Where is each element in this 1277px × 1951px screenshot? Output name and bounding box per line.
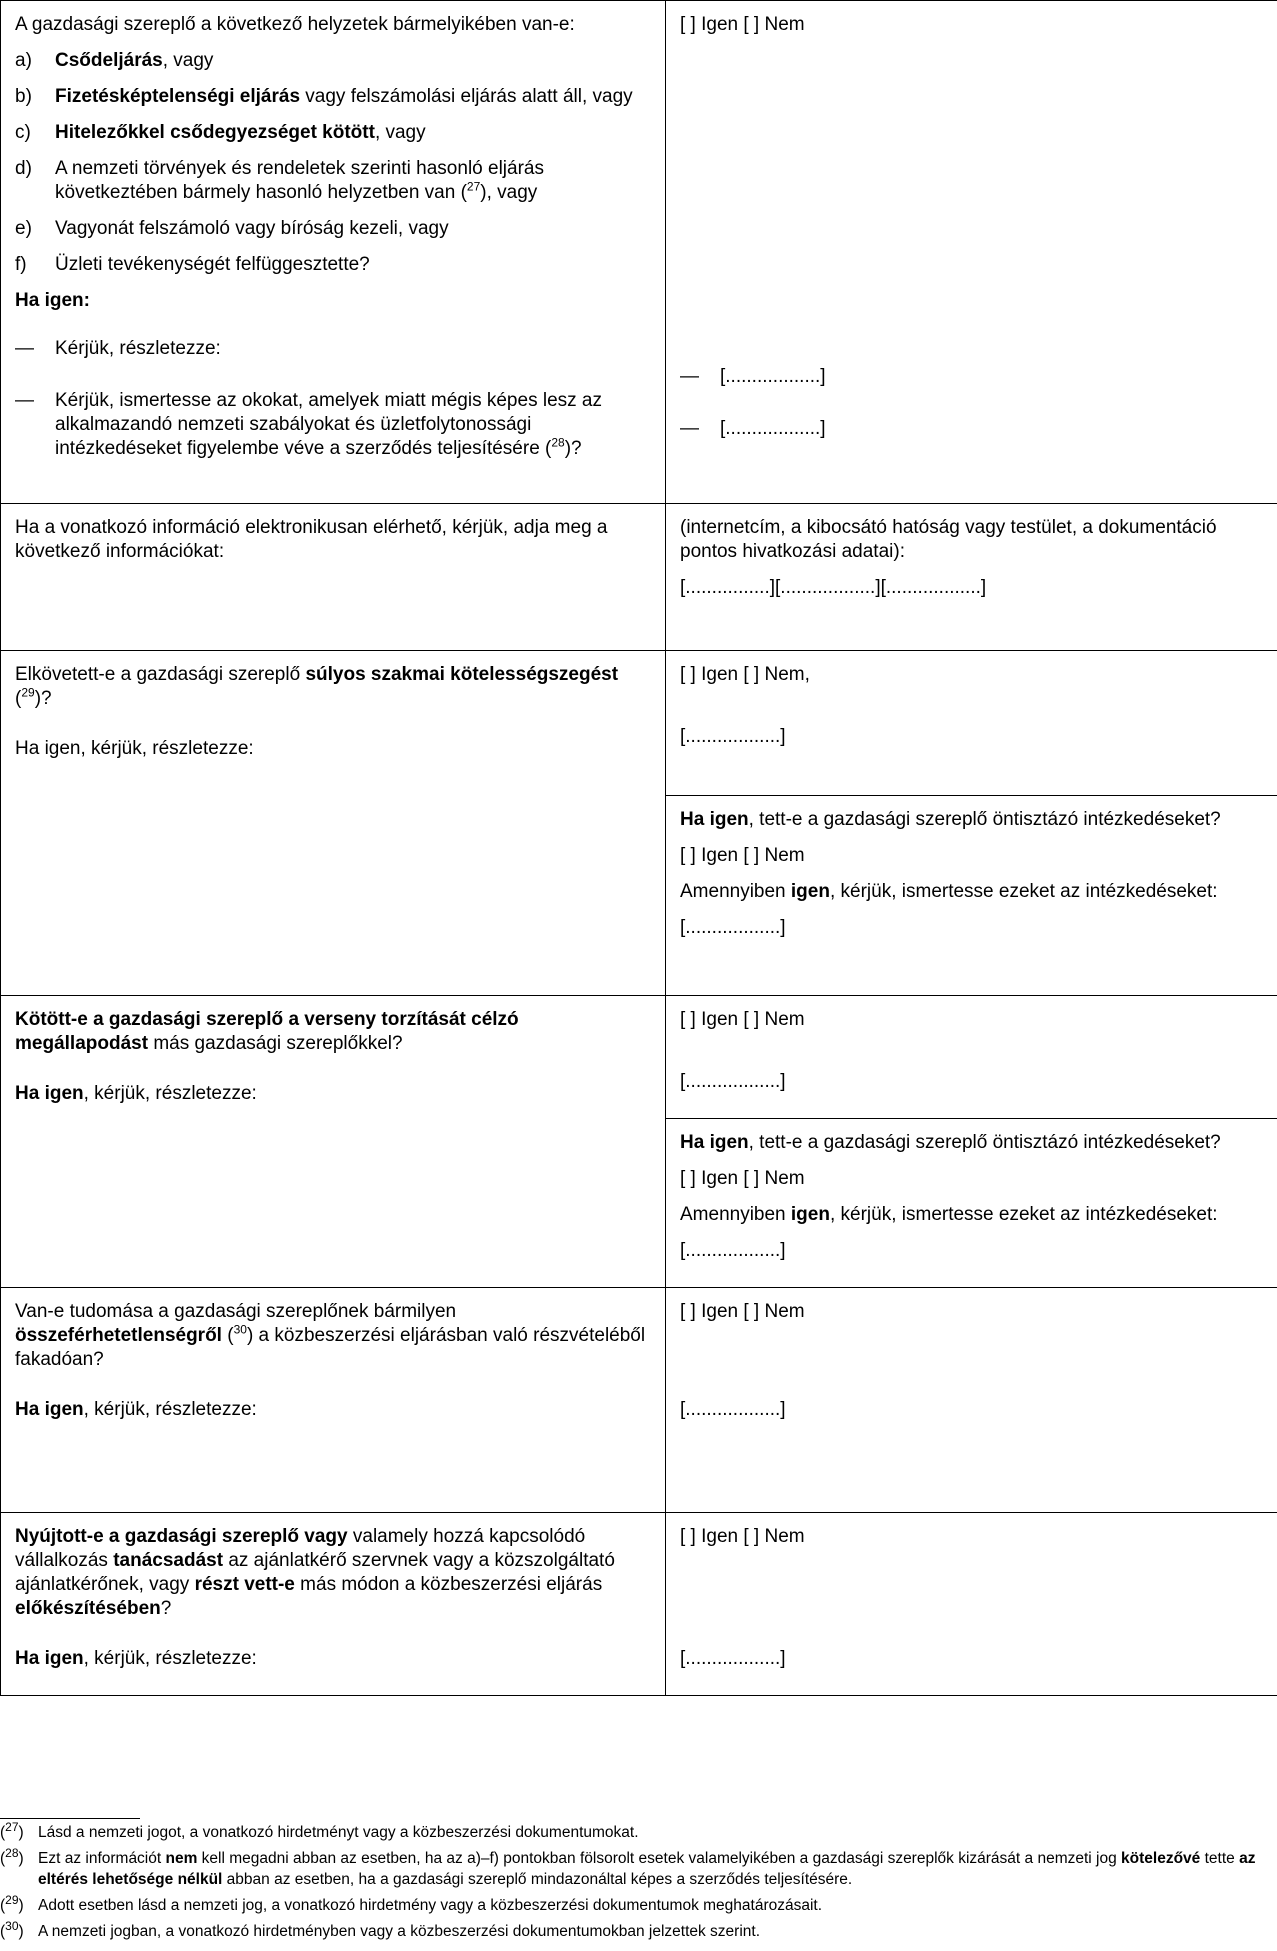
list-item: a) Csődeljárás, vagy — [15, 50, 214, 71]
row-competition — [1, 996, 1277, 1119]
answer-cell — [666, 996, 1277, 1119]
row-conflict-of-interest — [1, 1288, 1277, 1513]
question-cell — [1, 996, 666, 1288]
footnote-rule — [0, 1818, 140, 1819]
answer-cell — [666, 1, 1277, 504]
answer-cell — [666, 1513, 1277, 1696]
question-cell — [1, 504, 666, 651]
dash-item: — Kérjük, ismertesse az okokat, amelyek miatt mégis képes lesz az alkalmazandó nemzeti szabályokat és üzletfolytonossági intézkedéseket figyelembe véve a szerződés teljesítésére ($^{28}$)? — [15, 390, 602, 459]
answer-field[interactable]: [..................] — [720, 366, 826, 387]
footnote: ($^{30}$) A nemzeti jogban, a vonatkozó hirdetményben vagy a közbeszerzési dokumentumokban jelzettek szerint. — [0, 1918, 761, 1940]
question-text: Elkövetett-e a gazdasági szereplő súlyos szakmai kötelességszegést ($^{29}$)? — [15, 664, 619, 709]
reference-hint: (internetcím, a kibocsátó hatóság vagy testület, a dokumentáció pontos hivatkozási adatai): — [680, 517, 1217, 562]
detail-prompt: Ha igen, kérjük, részletezze: — [15, 1399, 257, 1420]
row-electronic-info — [1, 504, 1277, 651]
answer-dash: — [..................] — [680, 365, 1275, 389]
question-cell — [1, 1, 666, 504]
yes-no-answer[interactable]: [ ] Igen [ ] Nem — [680, 845, 805, 867]
if-yes-heading: Ha igen: — [15, 290, 90, 311]
detail-field[interactable]: [..................] — [680, 1399, 786, 1420]
list-item: d) A nemzeti törvények és rendeletek szerinti hasonló eljárás következtében bármely hasonló helyzetben van ($^{27}$), vagy — [15, 158, 544, 203]
question-text: A gazdasági szereplő a következő helyzetek bármelyikében van-e: — [15, 14, 575, 35]
row-misconduct — [1, 651, 1277, 796]
row-insolvency — [1, 1, 1277, 504]
answer-dash: — [..................] — [680, 417, 1275, 441]
detail-field[interactable]: [..................] — [680, 726, 786, 747]
yes-no-answer[interactable]: [ ] Igen [ ] Nem — [680, 1526, 805, 1547]
list-item: c) Hitelezőkkel csődegyezséget kötött, vagy — [15, 122, 426, 143]
row-advisory — [1, 1513, 1277, 1696]
answer-field[interactable]: [..................] — [720, 418, 826, 439]
question-text: Nyújtott-e a gazdasági szereplő vagy valamely hozzá kapcsolódó vállalkozás tanácsadást az ajánlatkérő szervnek vagy a közszolgáltató ajánlatkérőnek, vagy részt vett-e más módon a közbeszerzési eljárás előkészítésében? — [15, 1526, 615, 1619]
measures-prompt: Amennyiben igen, kérjük, ismertesse ezeket az intézkedéseket: — [680, 881, 1218, 903]
selfcleaning-question: Ha igen, tett-e a gazdasági szereplő öntisztázó intézkedéseket? — [680, 809, 1221, 831]
answer-cell — [666, 1288, 1277, 1513]
question-text: Van-e tudomása a gazdasági szereplőnek bármilyen összeférhetetlenségről ($^{30}$) a közbeszerzési eljárásban való részvételéből fakadóan? — [15, 1301, 646, 1370]
selfcleaning-cell — [666, 796, 1277, 996]
question-cell — [1, 651, 666, 996]
reference-fields[interactable]: [................][..................][..................] — [680, 577, 987, 598]
question-cell — [1, 1513, 666, 1696]
measures-field[interactable]: [..................] — [680, 1240, 786, 1261]
measures-field[interactable]: [..................] — [680, 917, 786, 939]
list-item: b) Fizetésképtelenségi eljárás vagy felszámolási eljárás alatt áll, vagy — [15, 86, 633, 107]
measures-prompt: Amennyiben igen, kérjük, ismertesse ezeket az intézkedéseket: — [680, 1204, 1218, 1225]
footnotes — [0, 1819, 1277, 1947]
yes-no-answer[interactable]: [ ] Igen [ ] Nem — [680, 1301, 805, 1322]
question-cell — [1, 1288, 666, 1513]
detail-field[interactable]: [..................] — [680, 1071, 786, 1092]
detail-prompt: Ha igen, kérjük, részletezze: — [15, 1648, 257, 1669]
selfcleaning-cell — [666, 1119, 1277, 1288]
yes-no-answer[interactable]: [ ] Igen [ ] Nem — [680, 1009, 805, 1030]
footnote: ($^{28}$) Ezt az információt nem kell megadni abban az esetben, ha az a)–f) pontokban fölsorolt esetek valamelyikében a gazdasági szereplők kizárását a nemzeti jog kötelezővé tette az eltérés lehetősége nélkül abban az esetben, ha a gazdasági szereplő mindazonáltal képes a szerződés teljesítésére. — [0, 1845, 1256, 1888]
footnote: ($^{27}$) Lásd a nemzeti jogot, a vonatkozó hirdetményt vagy a közbeszerzési dokumentumokat. — [0, 1819, 639, 1841]
question-text: Ha a vonatkozó információ elektronikusan elérhető, kérjük, adja meg a következő információkat: — [15, 517, 608, 562]
answer-cell — [666, 504, 1277, 651]
detail-field[interactable]: [..................] — [680, 1648, 786, 1669]
dash-item: — Kérjük, részletezze: — [15, 338, 221, 359]
list-item: f) Üzleti tevékenységét felfüggesztette? — [15, 254, 370, 275]
detail-prompt: Ha igen, kérjük, részletezze: — [15, 1083, 257, 1104]
yes-no-answer[interactable]: [ ] Igen [ ] Nem — [680, 1168, 805, 1189]
detail-prompt: Ha igen, kérjük, részletezze: — [15, 738, 254, 759]
list-item: e) Vagyonát felszámoló vagy bíróság kezeli, vagy — [15, 218, 449, 239]
selfcleaning-question: Ha igen, tett-e a gazdasági szereplő öntisztázó intézkedéseket? — [680, 1132, 1221, 1153]
question-text: Kötött-e a gazdasági szereplő a verseny torzítását célzó megállapodást más gazdasági szereplőkkel? — [15, 1009, 519, 1054]
yes-no-answer[interactable]: [ ] Igen [ ] Nem, — [680, 664, 810, 685]
answer-cell — [666, 651, 1277, 796]
yes-no-answer[interactable]: [ ] Igen [ ] Nem — [680, 14, 805, 35]
footnote: ($^{29}$) Adott esetben lásd a nemzeti jog, a vonatkozó hirdetmény vagy a közbeszerzési dokumentumok meghatározásait. — [0, 1892, 823, 1914]
